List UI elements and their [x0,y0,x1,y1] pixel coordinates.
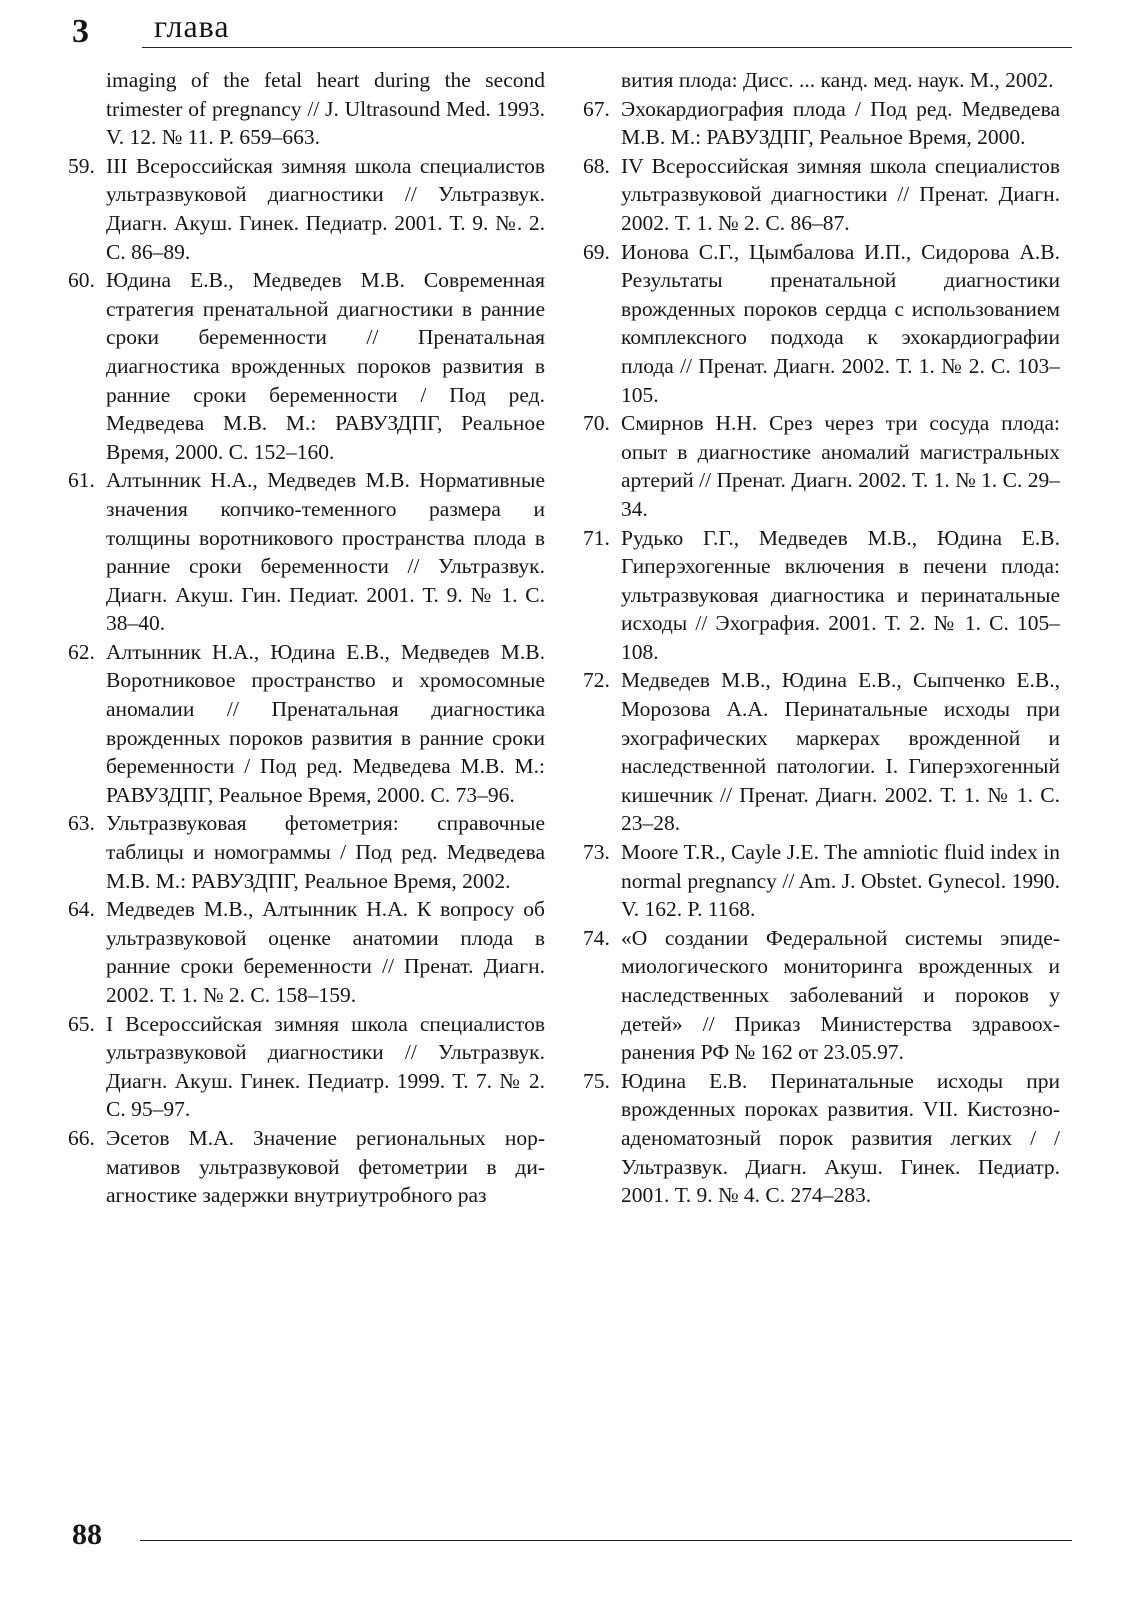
reference-text: «О создании Федеральной системы эпидемиологического мониторинга врожденных и наследственных заболеваний и пороков у детей» // Приказ Министерства здравоохранения РФ № 162 от 23.05.97. [621,925,1060,1065]
reference-text: Рудько Г.Г., Медведев М.В., Юдина Е.В. Гиперэхогенные включения в печени плода: ультразвуковая диагностика и перинатальные исходы // Эхография. 2001. Т. 2. № 1. С. 105–108. [621,525,1060,664]
reference-text: Эхокардиография плода / Под ред. Медведева М.В. М.: РАВУЗДПГ, Реальное Время, 2000. [621,96,1060,150]
reference-text: Эсетов М.А. Значение региональных нормативов ультразвуковой фетометрии в диагностике задержки внутриутробного раз [106,1125,545,1208]
reference-item [585,838,1060,924]
reference-number: 65. [68,1011,95,1036]
reference-text: Медведев М.В., Алтынник Н.А. К вопросу об ультразвуковой оценке анатомии плода в ранние сроки беременности // Пренат. Диагн. 2002. Т. 1. № 2. С. 158–159. [106,897,545,1007]
running-header [72,8,1072,48]
reference-item [585,1067,1060,1210]
reference-item [70,895,545,1009]
reference-number: 61. [68,468,95,493]
reference-continuation: вития плода: Дисс. ... канд. мед. наук. М., 2002. [621,68,1054,92]
reference-item [70,466,545,638]
reference-number: 66. [68,1125,95,1150]
reference-text: Ультразвуковая фетометрия: справочные таблицы и номограммы / Под ред. Медведева М.В. М.: РАВУЗДПГ, Реальное Время, 2002. [106,811,545,893]
reference-number: 75. [583,1068,610,1093]
reference-number: 68. [583,153,610,178]
reference-text: IV Всероссийская зимняя школа специалистов ультразвуковой диагностики // Пренат. Диагн. 2002. Т. 1. № 2. С. 86–87. [621,153,1060,235]
reference-number: 64. [68,897,95,922]
reference-item [70,1010,545,1124]
reference-number: 63. [68,811,95,836]
reference-item [70,638,545,810]
reference-text: Алтынник Н.А., Медведев М.В. Нормативные значения копчико-теменного размера и толщины воротникового пространства плода в ранние сроки беременности // Ультразвук. Диагн. Акуш. Гин. Педиат. 2001. Т. 9. № 1. С. 38–40. [106,468,545,636]
page-footer [72,1515,1072,1555]
reference-item [70,152,545,266]
page-number: 88 [72,1518,102,1551]
reference-item [70,1124,545,1210]
reference-number: 72. [583,668,610,693]
reference-continuation: imaging of the fetal heart during the second trimester of pregnancy // J. Ultrasound Med. 1993. V. 12. № 11. P. 659–663. [106,68,545,150]
reference-item [585,924,1060,1067]
reference-item [585,524,1060,667]
right-column [585,66,1060,1210]
reference-text: Moore T.R., Cayle J.E. The amniotic fluid index in normal pregnancy // Am. J. Obstet. Gynecol. 1990. V. 162. P. 1168. [621,840,1060,922]
reference-text: Юдина Е.В., Медведев М.В. Современная стратегия пренатальной диагностики в ранние сроки беременности // Пренатальная диагностика врожденных пороков развития в ранние сроки беременности / Под ред. Медведева М.В. М.: РАВУЗДПГ, Реальное Время, 2000. С. 152–160. [106,268,545,464]
reference-item [585,95,1060,152]
reference-number: 70. [583,411,610,436]
reference-text: Алтынник Н.А., Юдина Е.В., Медведев М.В. Воротниковое пространство и хромосомные аномалии // Пренатальная диагностика врожденных пороков развития в ранние сроки беременности / Под ред. Медведева М.В. М.: РАВУЗДПГ, Реальное Время, 2000. С. 73–96. [106,639,545,807]
reference-number: 73. [583,840,610,865]
reference-item [585,666,1060,838]
reference-number: 71. [583,525,610,550]
reference-item [585,409,1060,523]
reference-text: Юдина Е.В. Перинатальные исходы при врожденных пороках развития. VII. Кистозно-аденоматозный порок развития легких / / Ультразвук. Диагн. Акуш. Гинек. Педиатр. 2001. Т. 9. № 4. С. 274–283. [621,1068,1060,1208]
reference-number: 62. [68,639,95,664]
left-column [70,66,545,1210]
reference-number: 59. [68,153,95,178]
chapter-label: глава [154,8,230,44]
footer-rule [140,1540,1072,1541]
reference-number: 69. [583,239,610,264]
reference-number: 60. [68,268,95,293]
header-rule [142,47,1072,48]
reference-text: Ионова С.Г., Цымбалова И.П., Сидорова А.В. Результаты пренатальной диагностики врожденных пороков сердца с использованием комплексного подхода к эхокардиографии плода // Пренат. Диагн. 2002. Т. 1. № 2. С. 103–105. [621,239,1060,407]
chapter-number: 3 [72,13,89,50]
reference-text: Медведев М.В., Юдина Е.В., Сыпченко Е.В., Морозова А.А. Перинатальные исходы при эхографических маркерах врожденной и наследственной патологии. I. Гиперэхогенный кишечник // Пренат. Диагн. 2002. Т. 1. № 1. С. 23–28. [621,668,1060,836]
reference-text: Смирнов Н.Н. Срез через три сосуда плода: опыт в диагностике аномалий магистральных артерий // Пренат. Диагн. 2002. Т. 1. № 1. С. 29–34. [621,411,1060,521]
reference-item [70,809,545,895]
reference-item [585,152,1060,238]
reference-item [585,238,1060,410]
reference-number: 74. [583,925,610,950]
reference-item [70,266,545,466]
reference-number: 67. [583,96,610,121]
reference-text: III Всероссийская зимняя школа специалистов ультразвуковой диагностики // Ультразвук. Диагн. Акуш. Гинек. Педиатр. 2001. Т. 9. №. 2. С. 86–89. [106,153,545,264]
reference-text: I Всероссийская зимняя школа специалистов ультразвуковой диагностики // Ультразвук. Диагн. Акуш. Гинек. Педиатр. 1999. Т. 7. № 2. С. 95–97. [106,1011,545,1122]
